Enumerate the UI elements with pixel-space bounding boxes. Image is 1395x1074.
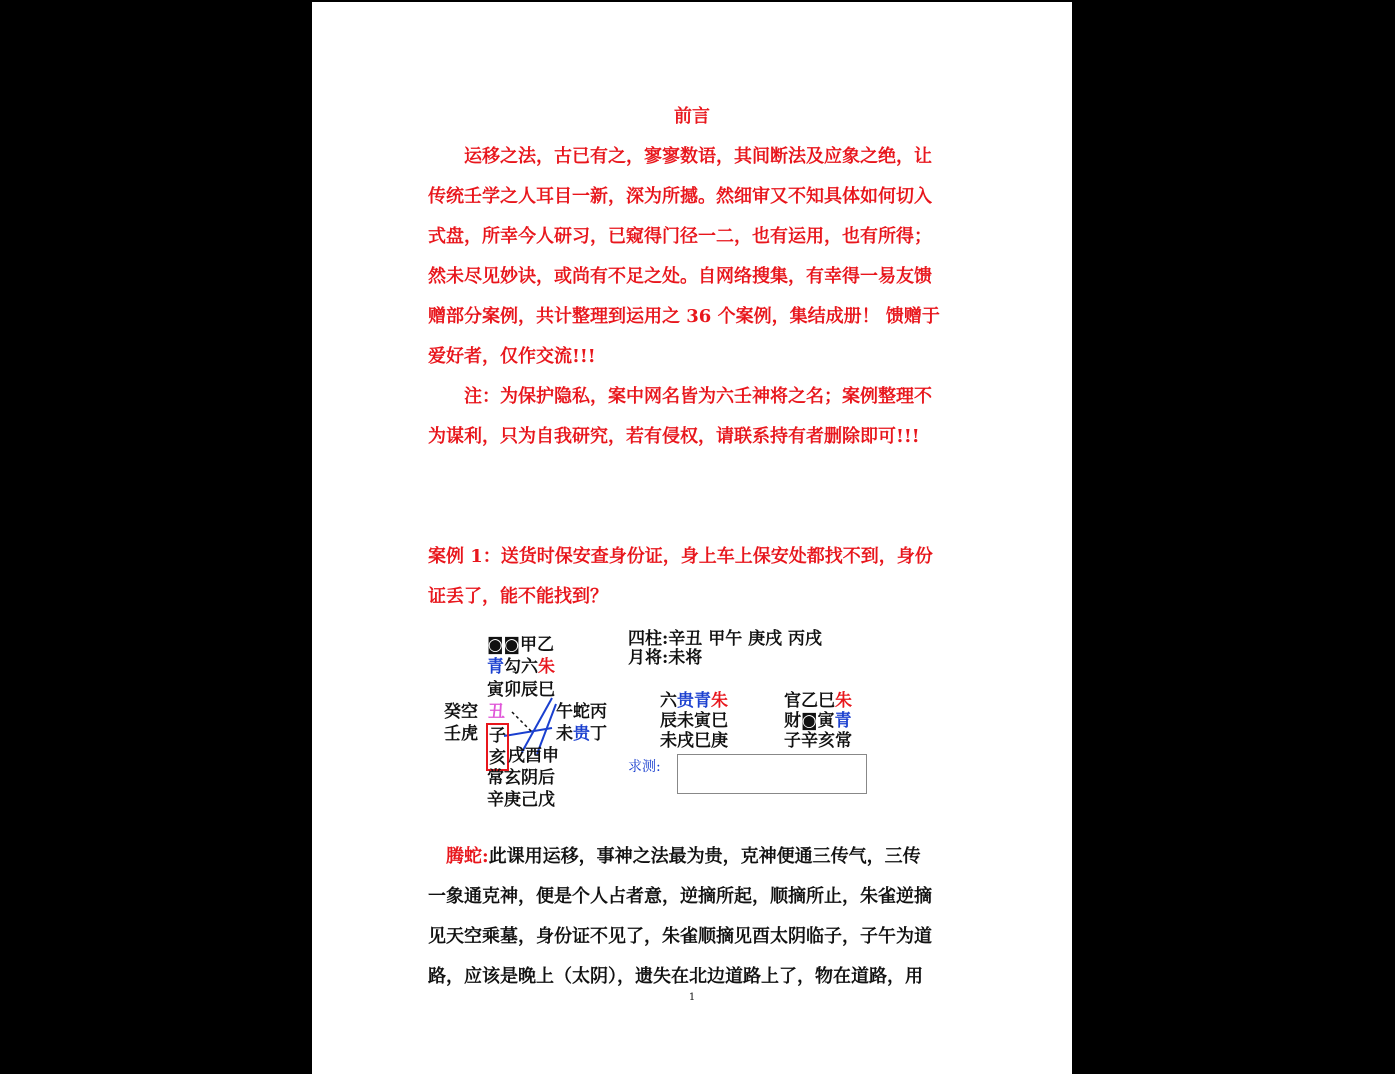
case-heading: [428, 537, 962, 617]
preface-paragraph: [428, 137, 962, 377]
chart-ke-row-2: 辰未寅巳: [660, 711, 728, 731]
chart-hai: 亥: [489, 748, 506, 768]
page-number: 1: [688, 992, 696, 1003]
chart-chuan-row-3: 子辛亥常: [784, 731, 852, 751]
preface-line: 赠部分案例，共计整理到运用之 36 个案例，集结成册！ 馈赠于: [428, 306, 940, 327]
chart-bottom-row-3: 辛庚己戊: [487, 790, 555, 810]
note-line: 注：为保护隐私，案中网名皆为六壬神将之名；案例整理不: [464, 386, 932, 407]
comment-line: 一象通克神，便是个人占者意，逆摘所起，顺摘所止，朱雀逆摘: [428, 886, 932, 907]
preface-line: 运移之法，古已有之，寥寥数语，其间断法及应象之绝，让: [464, 146, 932, 167]
document-page: [312, 2, 1072, 1074]
chart-bottom-row-1: 戌酉申: [508, 746, 559, 766]
chart-top-row-2: 青勾六朱: [487, 657, 555, 677]
chart-left-row-1: 癸空: [444, 702, 478, 722]
chart-zi-hai-box: [486, 723, 509, 771]
preface-line: 式盘，所幸今人研习，已窥得门径一二，也有运用，也有所得；: [428, 226, 932, 247]
chart-qing: 青: [487, 657, 504, 677]
preface-line: 爱好者，仅作交流!!!: [428, 346, 596, 367]
chart-ke-row-1: 六贵青朱: [660, 691, 728, 711]
page-title: 前言: [674, 106, 710, 127]
case-line: 案例 1：送货时保安查身份证，身上车上保安处都找不到，身份: [428, 546, 933, 567]
comment-line: 路，应该是晚上（太阴），遗失在北边道路上了，物在道路，用: [428, 966, 923, 987]
chart-zhu: 朱: [538, 657, 555, 677]
chart-yuejiang: 月将:未将: [628, 648, 703, 668]
preface-line: 传统壬学之人耳目一新，深为所撼。然细审又不知具体如何切入: [428, 186, 932, 207]
case-line: 证丢了，能不能找到？: [428, 586, 608, 607]
comment-line: 腾蛇:此课用运移，事神之法最为贵，克神便通三传气，三传: [446, 846, 921, 867]
chart-top-row-3: 寅卯辰巳: [487, 680, 555, 700]
chart-bottom-row-2: 常玄阴后: [487, 768, 555, 788]
chart-right-row-2: 未贵丁: [556, 724, 607, 744]
chart-ke-row-3: 未戌巳庚: [660, 731, 728, 751]
chart-sizhu: 四柱:辛丑 甲午 庚戌 丙戌: [628, 629, 823, 649]
chart-left-row-2: 壬虎: [444, 724, 478, 744]
chart-chuan-row-2: 财◙寅青: [784, 711, 852, 731]
qiuce-box: [677, 754, 867, 794]
chart-chuan-row-1: 官乙巳朱: [784, 691, 852, 711]
qiuce-label: 求测:: [628, 759, 661, 775]
chart-zi: 子: [489, 726, 506, 746]
chart-gui: 贵: [573, 724, 590, 744]
chart-chou: 丑: [488, 702, 505, 722]
chart-right-row-1: 午蛇丙: [556, 702, 607, 722]
comment-paragraph: [428, 837, 962, 997]
note-paragraph: [428, 377, 962, 457]
comment-line: 见天空乘墓，身份证不见了，朱雀顺摘见酉太阴临子，子午为道: [428, 926, 932, 947]
preface-line: 然未尽见妙诀，或尚有不足之处。自网络搜集，有幸得一易友馈: [428, 266, 932, 287]
note-line: 为谋利，只为自我研究，若有侵权，请联系持有者删除即可!!!: [428, 426, 920, 447]
comment-label: 腾蛇:: [446, 846, 489, 867]
chart-top-row-1: ◙◙甲乙: [487, 635, 554, 655]
